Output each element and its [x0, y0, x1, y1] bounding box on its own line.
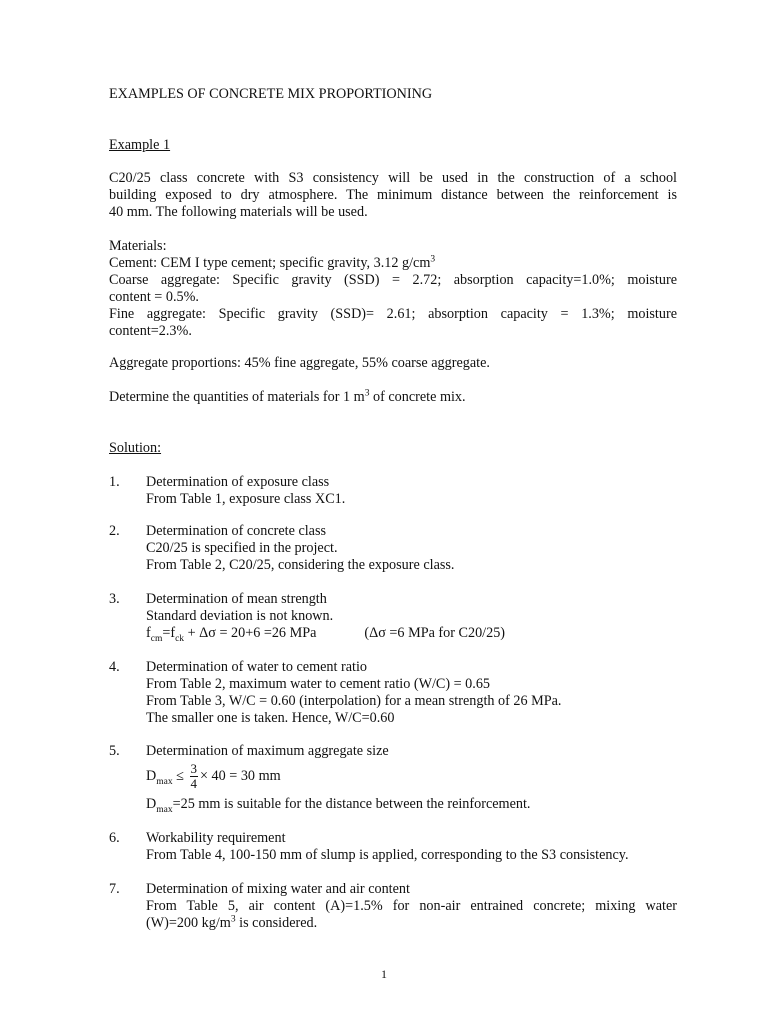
mean-strength-equation: $f_{cm}=f_{ck} + \Delta\sigma = 20+6 =26$ MPa (Δσ =6 MPa for C20/25): [146, 625, 506, 644]
intro-paragraph: [109, 170, 677, 204]
intro-line: building exposed to dry atmosphere. The minimum distance between the reinforcement is: [109, 187, 677, 203]
fraction: $\frac{3}{4}$: [190, 761, 197, 792]
example-heading: Example 1: [109, 137, 171, 153]
step-4: [146, 659, 677, 727]
step-number: 4.: [109, 659, 120, 675]
page-number: 1: [381, 967, 387, 981]
step-title: Determination of mean strength: [146, 591, 327, 607]
step-text: From Table 4, 100-150 mm of slump is applied, corresponding to the S3 consistency.: [146, 847, 629, 863]
step-text: Standard deviation is not known.: [146, 608, 334, 624]
step-title: Determination of water to cement ratio: [146, 659, 368, 675]
cement-line: Cement: CEM I type cement; specific gravity, 3.12 $g/cm^3$: [109, 254, 436, 271]
step-1: [146, 474, 677, 508]
task-statement: Determine the quantities of materials for 1 $m^3$ of concrete mix.: [109, 388, 466, 405]
solution-heading: Solution:: [109, 440, 162, 456]
page-title: EXAMPLES OF CONCRETE MIX PROPORTIONING: [109, 86, 433, 102]
step-text: From Table 1, exposure class XC1.: [146, 491, 346, 507]
intro-line: 40 mm. The following materials will be used.: [109, 204, 368, 220]
step-2: [146, 523, 677, 574]
step-number: 5.: [109, 743, 120, 759]
step-number: 6.: [109, 830, 120, 846]
step-title: Determination of maximum aggregate size: [146, 743, 389, 759]
step-title: Determination of mixing water and air content: [146, 881, 410, 897]
step-number: 7.: [109, 881, 120, 897]
step-text: The smaller one is taken. Hence, W/C=0.60: [146, 710, 395, 726]
step-title: Determination of exposure class: [146, 474, 330, 490]
aggregate-proportions: Aggregate proportions: 45% fine aggregate, 55% coarse aggregate.: [109, 355, 490, 371]
step-number: 2.: [109, 523, 120, 539]
step-text: From Table 2, C20/25, considering the exposure class.: [146, 557, 455, 573]
step-text: From Table 3, W/C = 0.60 (interpolation) for a mean strength of 26 MPa.: [146, 693, 562, 709]
step-number: 1.: [109, 474, 120, 490]
step-3: [146, 591, 677, 642]
step-text: $D_{max}=25$ mm is suitable for the distance between the reinforcement.: [146, 796, 531, 815]
step-text: (W)=200 $kg/m^3$ is considered.: [146, 914, 318, 931]
step-5: [146, 743, 677, 813]
intro-line: C20/25 class concrete with S3 consistency will be used in the construction of a school: [109, 170, 677, 186]
fine-aggregate-line: Fine aggregate: Specific gravity (SSD)= 2.61; absorption capacity = 1.3%; moisture: [109, 306, 677, 322]
step-title: Workability requirement: [146, 830, 286, 846]
step-text: From Table 5, air content (A)=1.5% for non-air entrained concrete; mixing water: [146, 898, 677, 914]
step-text: C20/25 is specified in the project.: [146, 540, 338, 556]
coarse-aggregate-line-2: content = 0.5%.: [109, 289, 199, 305]
step-6: [146, 830, 677, 864]
step-number: 3.: [109, 591, 120, 607]
coarse-aggregate-line: Coarse aggregate: Specific gravity (SSD) = 2.72; absorption capacity=1.0%; moisture: [109, 272, 677, 288]
step-text: From Table 2, maximum water to cement ratio (W/C) = 0.65: [146, 676, 491, 692]
materials-block: [109, 238, 677, 340]
equation-note: (Δσ =6 MPa for C20/25): [364, 625, 506, 641]
step-7: [146, 881, 677, 932]
materials-heading: Materials:: [109, 238, 167, 254]
fine-aggregate-line-2: content=2.3%.: [109, 323, 192, 339]
max-size-equation: $D_{max}$ ≤ $\frac{3}{4}$ × 40 = 30 mm: [146, 761, 281, 792]
step-title: Determination of concrete class: [146, 523, 327, 539]
